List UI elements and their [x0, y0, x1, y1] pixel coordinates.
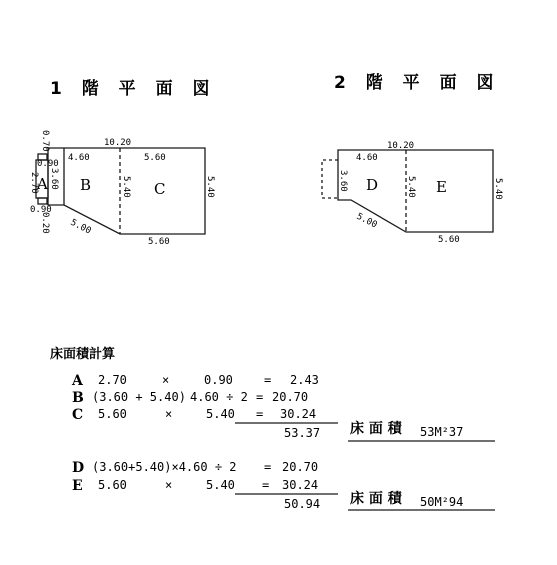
calc-row-operator: × — [165, 407, 173, 421]
calc-row-equals: = — [264, 460, 272, 474]
floor2-dim-bottom: 5.60 — [438, 235, 460, 245]
calc-row-result: 2.43 — [290, 373, 319, 387]
floor1-dim-small-a2: 0.90 — [30, 205, 52, 215]
floor1-title: 1 階 平 面 図 — [50, 79, 217, 99]
calc-row-label: C — [72, 407, 84, 423]
calc-row-operand-1: 5.60 — [98, 407, 127, 421]
calc-row-operand-2: 5.40 — [206, 478, 235, 492]
floor1-room-a-label: A — [37, 175, 48, 193]
calc-sum-1: 53.37 — [284, 426, 321, 440]
floor2-dim-left: 3.60 — [338, 170, 348, 192]
floor2-dim-slope: 5.00 — [354, 211, 379, 231]
floor1-dim-inner: 5.40 — [121, 176, 131, 198]
calc-sum-2: 50.94 — [284, 497, 321, 511]
floor1-dim-top-total: 10.20 — [104, 138, 132, 148]
floor1-dim-right: 5.40 — [205, 176, 215, 198]
total-label-1: 床 面 積 — [350, 421, 402, 437]
floor1-dim-small-a1: 0.90 — [37, 159, 59, 169]
floor2-dashed-bay — [322, 160, 338, 198]
calc-row-label: E — [72, 478, 83, 494]
floor2-dim-top-d: 4.60 — [356, 153, 378, 163]
floor1-dim-left-a: 2.70 — [29, 172, 39, 194]
calc-row-label: D — [72, 460, 85, 476]
floor1-dim-top-c: 5.60 — [144, 153, 166, 163]
total-value-1: 53M²37 — [420, 425, 464, 439]
calc-row-result: 20.70 — [282, 460, 319, 474]
floor1-dim-bottom-c: 5.60 — [148, 237, 170, 247]
floor1-dim-slope: 5.00 — [68, 217, 93, 237]
floor1-room-c-label: C — [154, 180, 166, 198]
calc-row-a — [71, 373, 319, 389]
calc-row-operator: × — [162, 373, 170, 387]
calc-row-result: 30.24 — [280, 407, 317, 421]
calc-row-d — [72, 460, 318, 476]
calc-row-label: B — [72, 390, 84, 406]
calc-row-operand-1: (3.60 + 5.40) — [92, 390, 186, 404]
calc-row-b — [72, 390, 308, 406]
floor1-dim-small-top: 0.70 — [40, 130, 50, 152]
floor2-title: 2 階 平 面 図 — [334, 73, 501, 93]
floor1-room-b-label: B — [80, 176, 92, 194]
total-label-2: 床 面 積 — [350, 491, 402, 507]
calc-row-e — [72, 478, 318, 494]
floor2-dim-right: 5.40 — [493, 178, 503, 200]
calc-row-c — [72, 407, 316, 423]
calc-row-equals: = — [264, 373, 272, 387]
floor2-dim-top-total: 10.20 — [387, 141, 415, 151]
calc-row-operand-1: 5.60 — [98, 478, 127, 492]
calc-row-operand-2: 4.60 ÷ 2 — [190, 390, 248, 404]
calc-row-operand-1: 2.70 — [98, 373, 127, 387]
floor2-room-d-label: D — [366, 176, 379, 194]
calc-row-label: A — [72, 373, 83, 389]
total-value-2: 50M²94 — [420, 495, 464, 509]
calc-row-equals: = — [256, 407, 264, 421]
floor2-room-e-label: E — [436, 178, 447, 196]
floor1-small-box-bottom — [38, 198, 47, 204]
calc-row-result: 20.70 — [272, 390, 309, 404]
calc-row-result: 30.24 — [282, 478, 319, 492]
floor1-dim-left-b: 3.60 — [49, 168, 59, 190]
floor1-dim-small-bottom: 0.20 — [40, 212, 50, 234]
calc-row-operand-2: 5.40 — [206, 407, 235, 421]
floor2-dim-inner: 5.40 — [406, 176, 416, 198]
calc-row-operator: × — [165, 478, 173, 492]
calc-row-operand-1: (3.60+5.40)×4.60 ÷ 2 — [92, 460, 237, 474]
calc-row-operand-2: 0.90 — [204, 373, 233, 387]
calc-row-equals: = — [262, 478, 270, 492]
calc-row-equals: = — [256, 390, 264, 404]
calc-heading: 床面積計算 — [50, 347, 116, 362]
floor1-dim-top-b: 4.60 — [68, 153, 90, 163]
